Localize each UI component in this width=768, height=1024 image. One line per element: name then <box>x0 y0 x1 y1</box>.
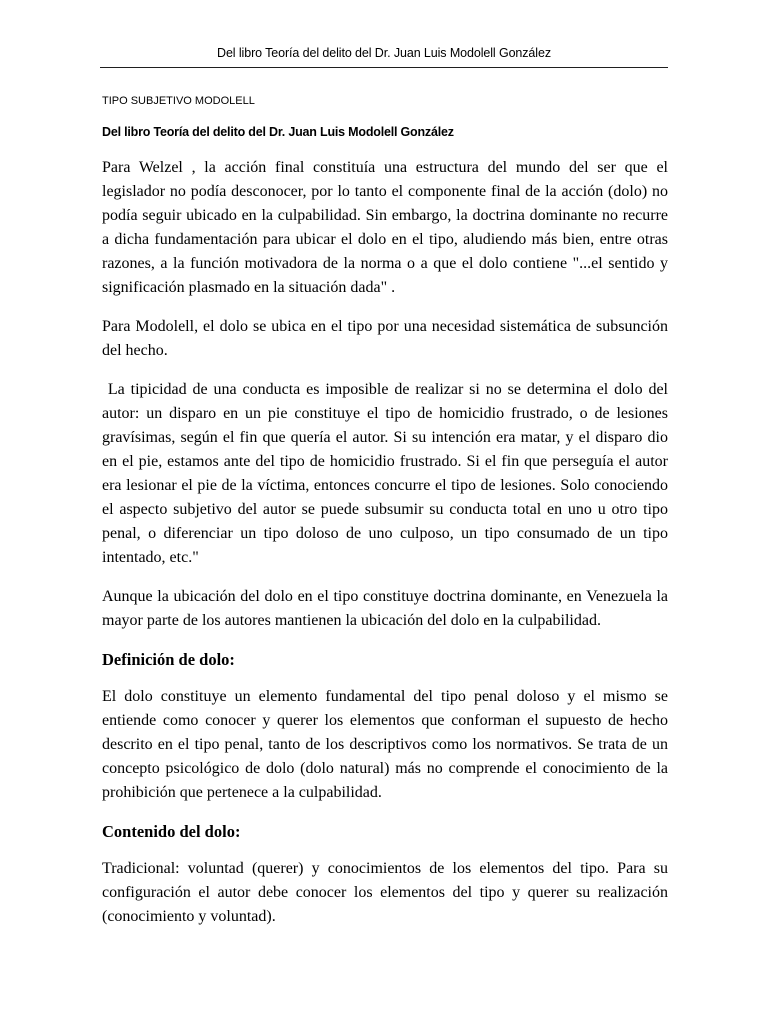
paragraph-modolell: Para Modolell, el dolo se ubica en el tipo por una necesidad sistemática de subsunción del hecho. <box>102 318 668 359</box>
paragraph-welzel: Para Welzel , la acción final constituía una estructura del mundo del ser que el legislador no podía desconocer, por lo tanto el componente final de la acción (dolo) no podía seguir ubicado en la culpabilidad. Sin embargo, la doctrina dominante no recurre a dicha fundamentación para ubicar el dolo en el tipo, aludiendo más bien, entre otras razones, a la función motivadora de la norma o a que el dolo contiene "...el sentido y significación plasmado en la situación dada" . <box>102 159 668 296</box>
heading-contenido: Contenido del dolo: <box>102 822 241 841</box>
heading-definicion: Definición de dolo: <box>102 650 235 669</box>
paragraph-venezuela: Aunque la ubicación del dolo en el tipo constituye doctrina dominante, en Venezuela la mayor parte de los autores mantienen la ubicación del dolo en la culpabilidad. <box>102 588 668 629</box>
document-title: TIPO SUBJETIVO MODOLELL <box>102 95 255 107</box>
header-divider <box>100 67 668 68</box>
paragraph-definicion: El dolo constituye un elemento fundamental del tipo penal doloso y el mismo se entiende como conocer y querer los elementos que conforman el supuesto de hecho descrito en el tipo penal, tanto de los descriptivos como los normativos. Se trata de un concepto psicológico de dolo (dolo natural) más no comprende el conocimiento de la prohibición que pertenece a la culpabilidad. <box>102 688 668 801</box>
paragraph-contenido: Tradicional: voluntad (querer) y conocimientos de los elementos del tipo. Para su configuración el autor debe conocer los elementos del tipo y querer su realización (conocimiento y voluntad). <box>102 860 668 925</box>
document-subtitle: Del libro Teoría del delito del Dr. Juan Luis Modolell González <box>102 125 454 139</box>
running-header: Del libro Teoría del delito del Dr. Juan Luis Modolell González <box>217 46 551 60</box>
paragraph-tipicidad: La tipicidad de una conducta es imposible de realizar si no se determina el dolo del autor: un disparo en un pie constituye el tipo de homicidio frustrado, o de lesiones gravísimas, según el fin que quería el autor. Si su intención era matar, y el disparo dio en el pie, estamos ante del tipo de homicidio frustrado. Si el fin que perseguía el autor era lesionar el pie de la víctima, entonces concurre el tipo de lesiones. Solo conociendo el aspecto subjetivo del autor se puede subsumir su conducta total en uno u otro tipo penal, o diferenciar un tipo doloso de uno culposo, un tipo consumado de un tipo intentado, etc." <box>102 381 673 566</box>
document-body <box>102 156 673 944</box>
